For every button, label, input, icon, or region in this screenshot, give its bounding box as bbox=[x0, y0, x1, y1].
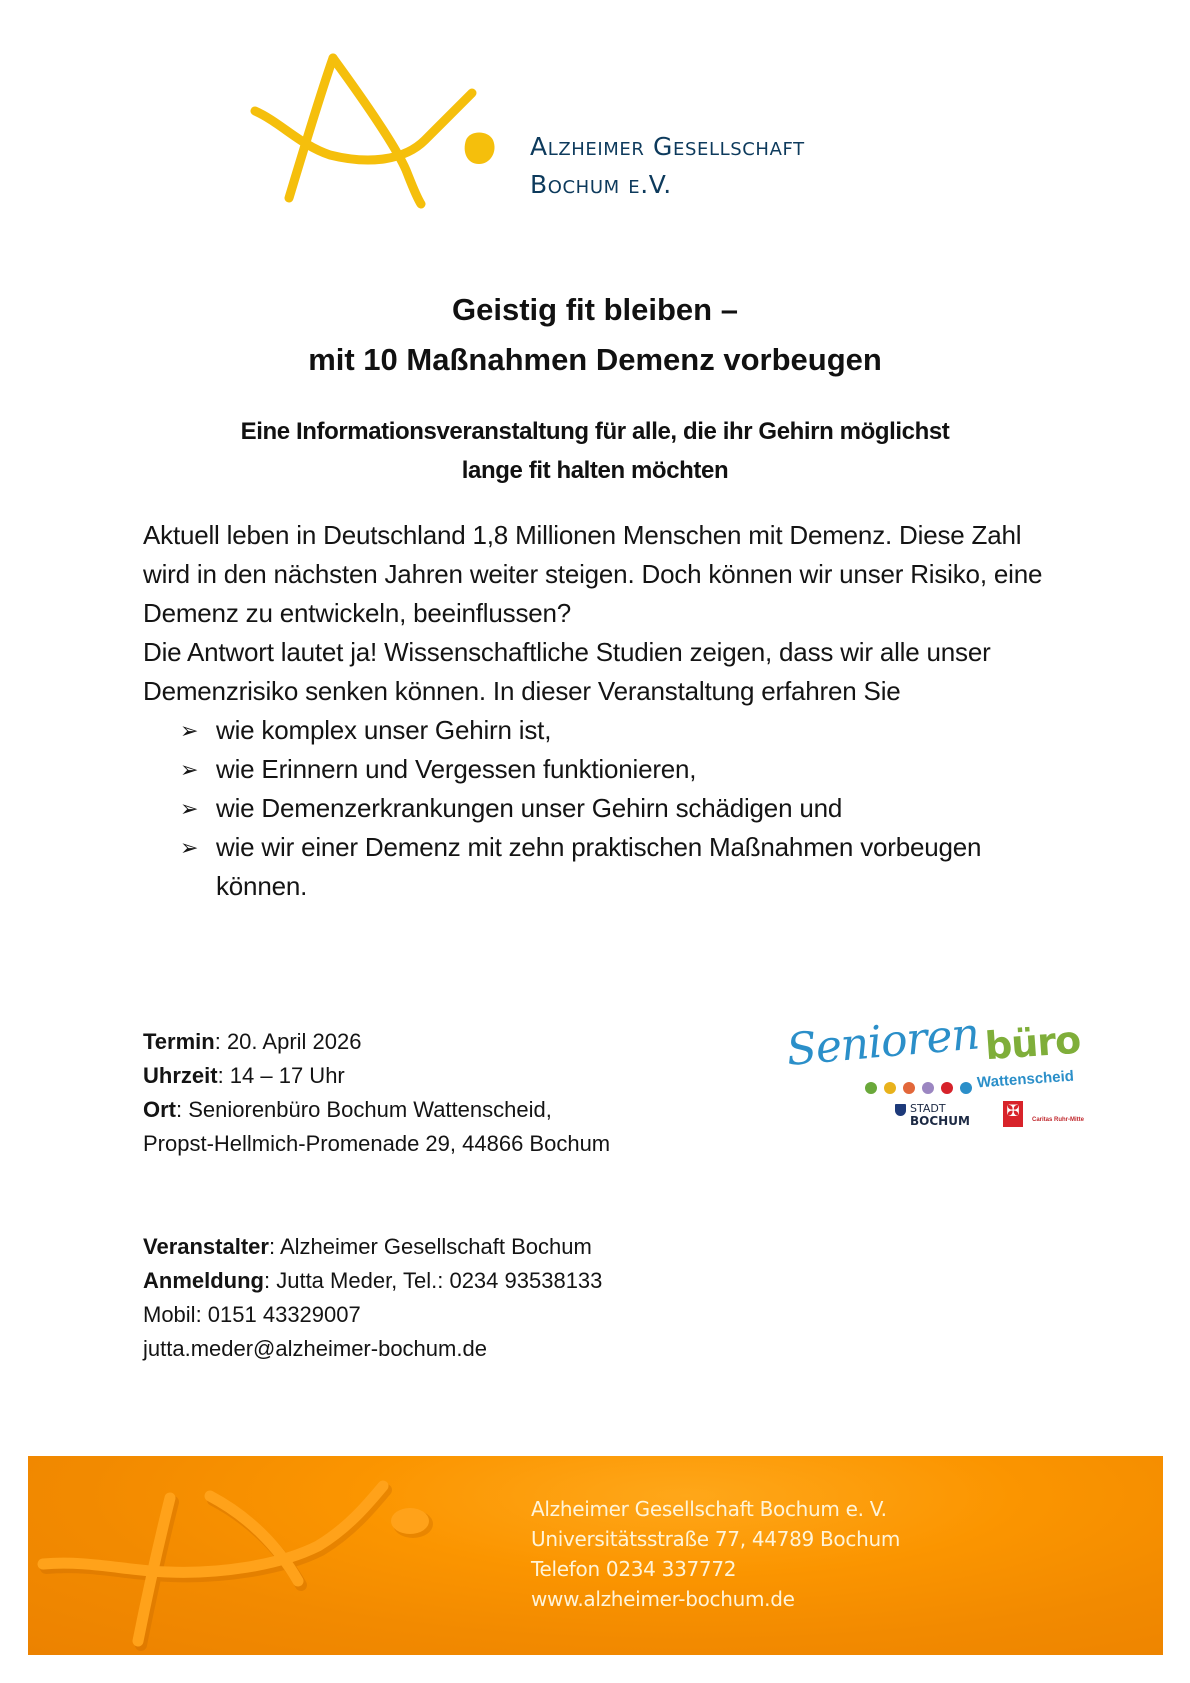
topic-list bbox=[143, 711, 1043, 906]
body-text bbox=[143, 516, 1043, 906]
dot-icon bbox=[922, 1082, 934, 1094]
footer-org-name: Alzheimer Gesellschaft Bochum e. V. bbox=[531, 1497, 887, 1521]
registration: Anmeldung: Jutta Meder, Tel.: 0234 93538133 bbox=[143, 1268, 603, 1293]
mobile-number: Mobil: 0151 43329007 bbox=[143, 1302, 361, 1327]
organizer-details bbox=[143, 1230, 602, 1366]
dot-icon bbox=[941, 1082, 953, 1094]
footer-phone: Telefon 0234 337772 bbox=[531, 1557, 737, 1581]
colored-dots bbox=[865, 1082, 972, 1094]
logo-sub-text: Wattenscheid bbox=[976, 1067, 1075, 1092]
org-name bbox=[530, 128, 805, 204]
page-subtitle bbox=[0, 412, 1190, 490]
alzheimer-logo-icon bbox=[240, 50, 510, 215]
arrowhead-bullet-icon: ➢ bbox=[180, 835, 199, 860]
arrowhead-bullet-icon: ➢ bbox=[180, 757, 199, 782]
answer-paragraph: Die Antwort lautet ja! Wissenschaftliche Studien zeigen, dass wir alle unser Demenzrisiko senken können. In dieser Veranstaltung erfahren Sie bbox=[143, 637, 991, 706]
dot-icon bbox=[884, 1082, 896, 1094]
dot-icon bbox=[865, 1082, 877, 1094]
organizer: Veranstalter: Alzheimer Gesellschaft Bochum bbox=[143, 1234, 592, 1259]
event-time: Uhrzeit: 14 – 17 Uhr bbox=[143, 1063, 345, 1088]
footer-website[interactable]: www.alzheimer-bochum.de bbox=[531, 1587, 795, 1611]
event-address: Propst-Hellmich-Promenade 29, 44866 Bochum bbox=[143, 1131, 611, 1156]
title-line1: Geistig fit bleiben – bbox=[452, 292, 738, 327]
event-date: Termin: 20. April 2026 bbox=[143, 1029, 362, 1054]
event-place: Ort: Seniorenbüro Bochum Wattenscheid, bbox=[143, 1097, 552, 1122]
city-logo: STADT BOCHUM bbox=[910, 1102, 970, 1128]
email-address[interactable]: jutta.meder@alzheimer-bochum.de bbox=[143, 1336, 487, 1361]
logo-bold-text: büro bbox=[983, 1017, 1082, 1069]
list-item: ➢ wie Demenzerkrankungen unser Gehirn schädigen und bbox=[180, 789, 1043, 828]
page-title bbox=[0, 285, 1190, 385]
org-name-line1: Alzheimer Gesellschaft bbox=[530, 132, 805, 161]
subtitle-line1: Eine Informationsveranstaltung für alle, die ihr Gehirn möglichst bbox=[240, 418, 950, 445]
list-item: ➢ wie Erinnern und Vergessen funktionieren, bbox=[180, 750, 1043, 789]
event-details bbox=[143, 1025, 610, 1161]
footer-banner bbox=[28, 1456, 1163, 1655]
logo-script-text: Senioren bbox=[784, 1008, 981, 1076]
caritas-text: Caritas Ruhr-Mitte bbox=[1032, 1117, 1085, 1123]
list-item: ➢ wie komplex unser Gehirn ist, bbox=[180, 711, 1043, 750]
seniorenbuero-logo bbox=[784, 1008, 1105, 1140]
embossed-logo-icon bbox=[28, 1456, 488, 1655]
title-line2: mit 10 Maßnahmen Demenz vorbeugen bbox=[308, 342, 882, 377]
footer-street: Universitätsstraße 77, 44789 Bochum bbox=[531, 1527, 901, 1551]
dot-icon bbox=[903, 1082, 915, 1094]
org-name-line2: Bochum e.V. bbox=[530, 170, 672, 199]
caritas-cross-icon: ✠ bbox=[1003, 1101, 1023, 1127]
city-shield-icon bbox=[895, 1104, 906, 1116]
arrowhead-bullet-icon: ➢ bbox=[180, 718, 199, 743]
list-item: ➢ wie wir einer Demenz mit zehn praktischen Maßnahmen vorbeugen können. bbox=[180, 828, 1043, 906]
arrowhead-bullet-icon: ➢ bbox=[180, 796, 199, 821]
footer-address bbox=[531, 1494, 900, 1614]
dot-icon bbox=[960, 1082, 972, 1094]
subtitle-line2: lange fit halten möchten bbox=[461, 457, 729, 484]
intro-paragraph: Aktuell leben in Deutschland 1,8 Millionen Menschen mit Demenz. Diese Zahl wird in den nächsten Jahren weiter steigen. Doch können wir unser Risiko, eine Demenz zu entwickeln, beeinflussen? bbox=[143, 520, 1043, 628]
